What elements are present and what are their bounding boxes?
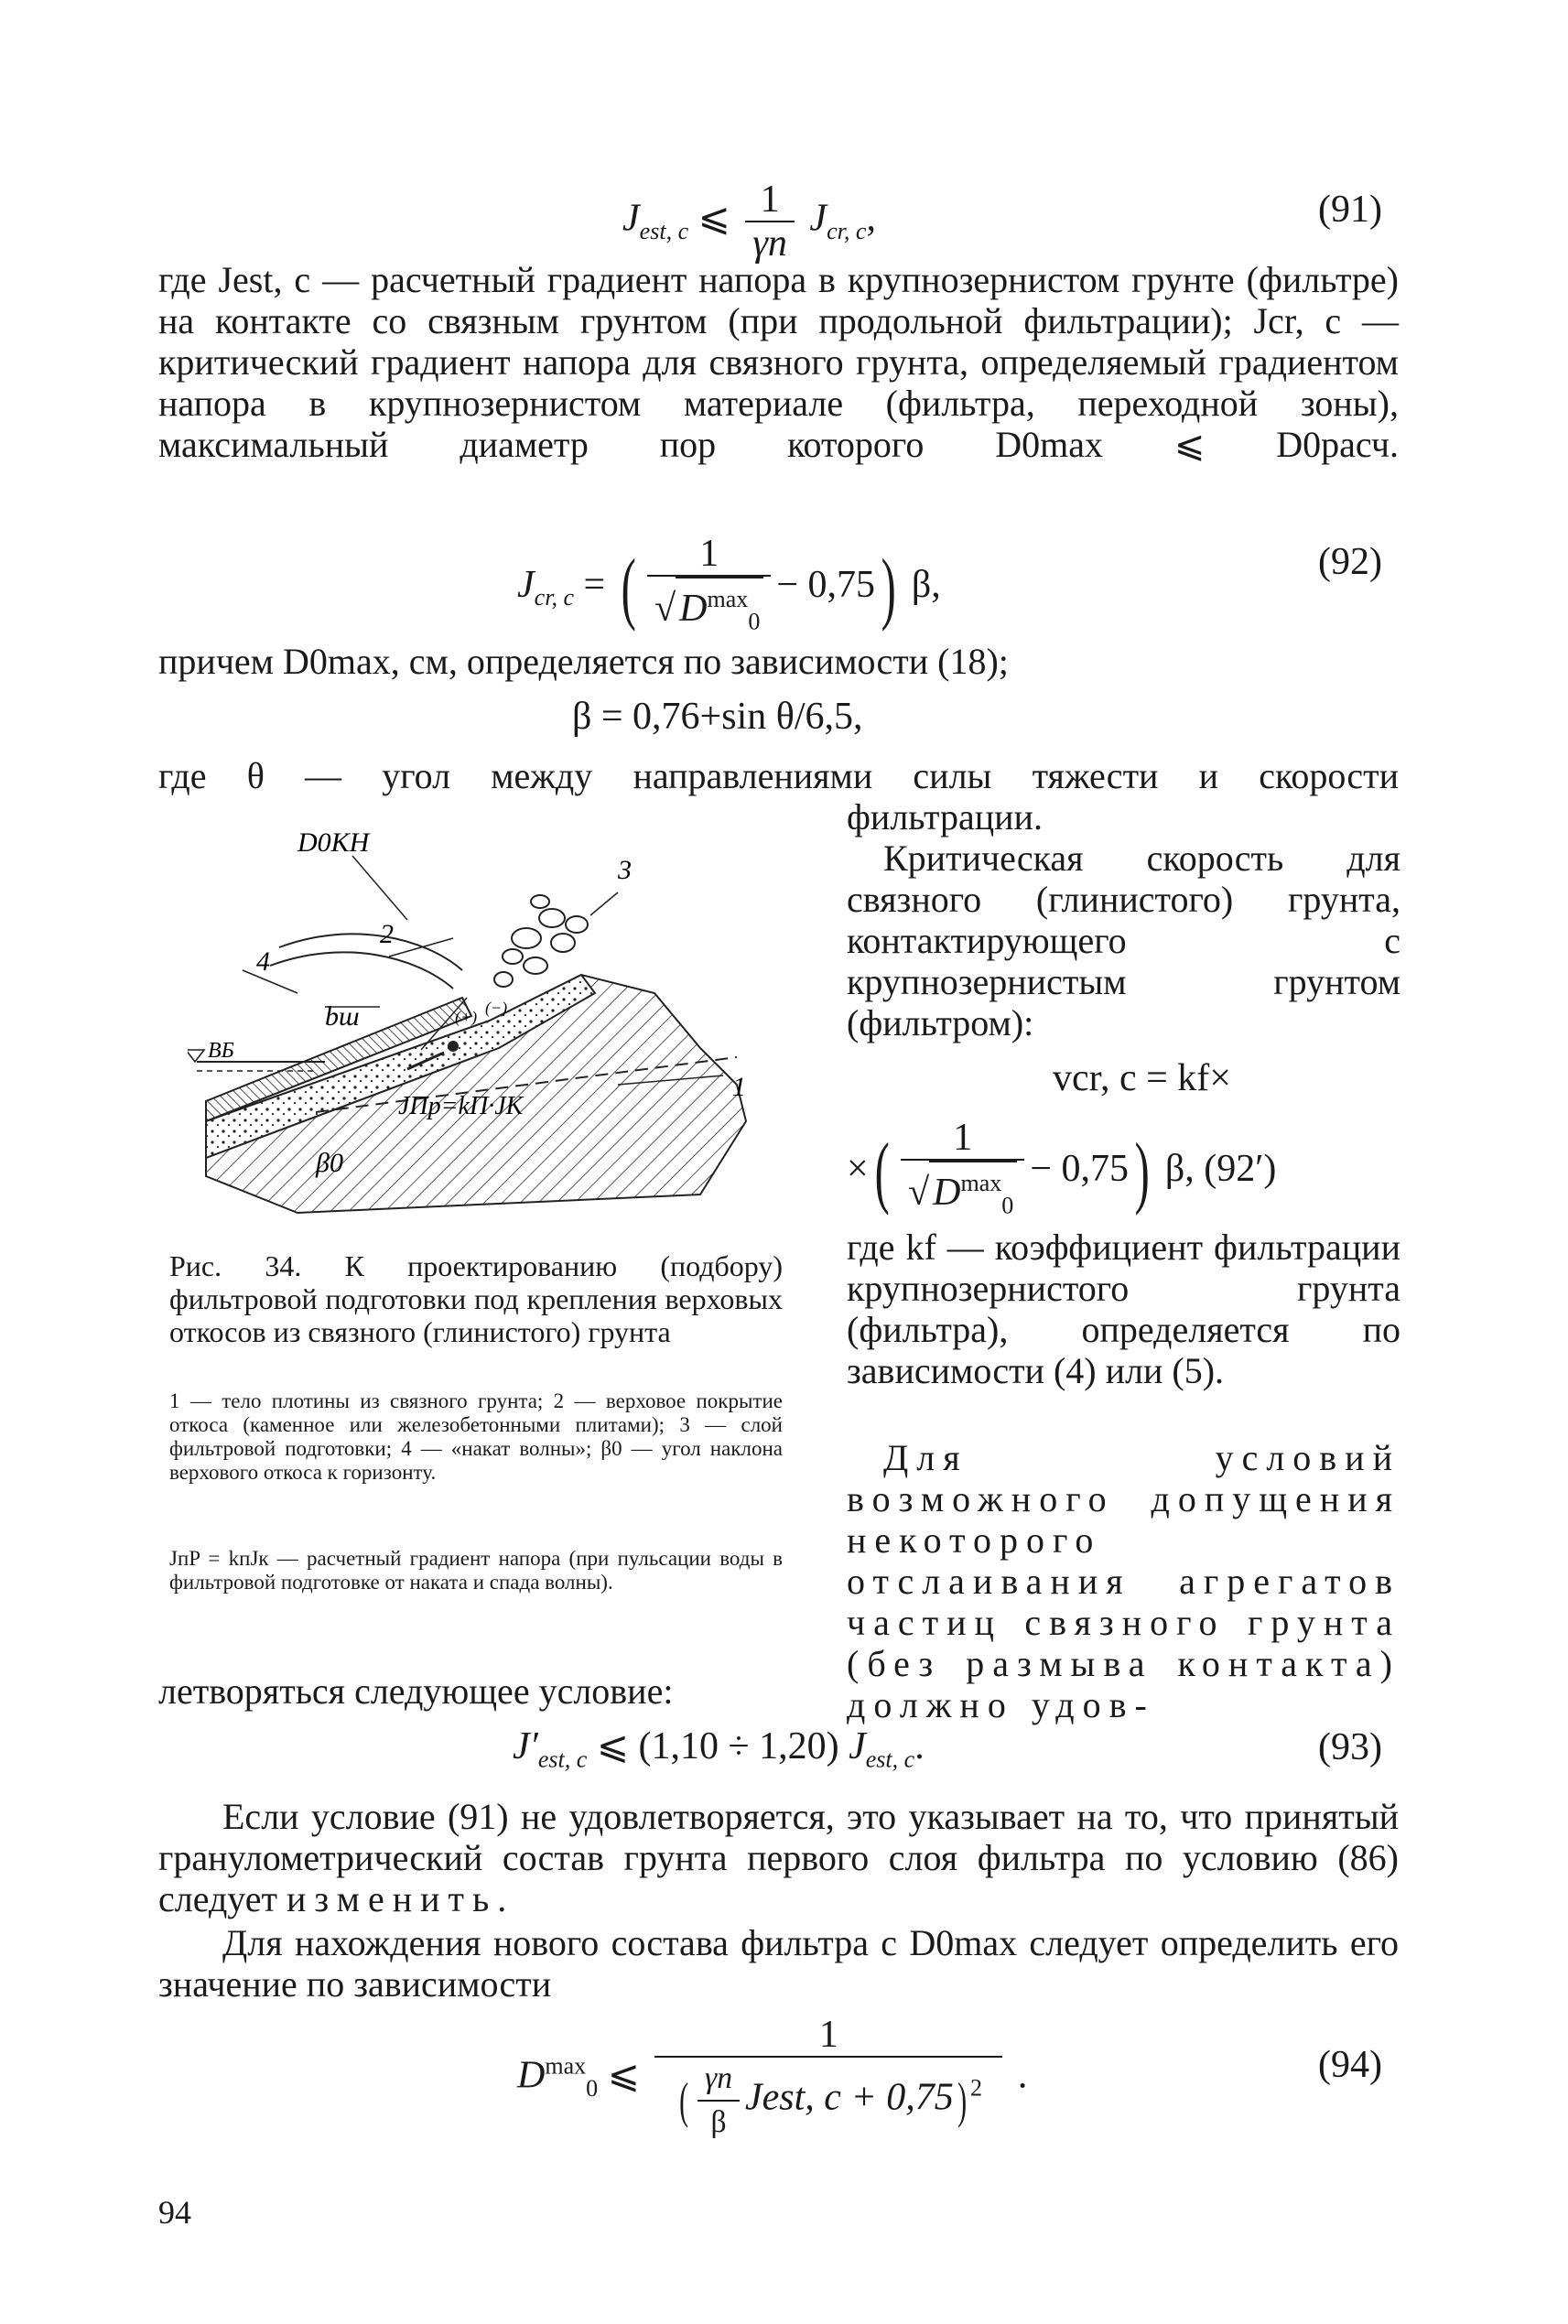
paragraph-d0max-note: причем D0max, см, определяется по зависимости (18); [158, 641, 1009, 682]
equation-number-93: (93) [1318, 1726, 1382, 1768]
label-minus: (−) [485, 999, 508, 1017]
label-bsh: bш [325, 1001, 360, 1032]
paragraph-theta: где θ — угол между направлениями силы тяжести и скорости [158, 755, 1399, 796]
equation-vcr: vcr, c = kf× [1053, 1057, 1231, 1099]
label-d0kn: D0КН [297, 827, 370, 858]
paragraph-condition-intro: летворяться следующее условие: [158, 1670, 674, 1712]
right-col-conditions: Для условий возможного допущения некоторого отслаивания агрегатов частиц связного грунта (без размыва контакта) должно удов- [847, 1437, 1400, 1725]
equation-92: $J_{cr, c}$ = ( $\frac{1}{√D^{max}_0}$ − 0,75) β, [517, 533, 941, 643]
label-2: 2 [380, 919, 394, 949]
label-jp: JПp=kП·JК [398, 1092, 524, 1120]
label-1: 1 [732, 1072, 746, 1102]
label-beta0: β0 [316, 1148, 343, 1178]
equation-91: $J_{est, c}$ ⩽ $\frac{1}{\gamma n}$ $J_{cr, c}$, [622, 178, 876, 265]
wave-curve [279, 934, 462, 970]
paragraph-new-composition: Для нахождения нового состава фильтра с D0max следует определить его значение по зависимости [158, 1922, 1399, 2005]
right-col-critical-velocity: Критическая скорость для связного (глинистого) грунта, контактирующего с крупнозернистым грунтом (фильтром): [847, 838, 1400, 1043]
paragraph-definitions: где Jest, c — расчетный градиент напора в крупнозернистом грунте (фильтре) на контакте со связным грунтом (при продольной фильтрации); Jcr, c — критический градиент напора для связного грунта, определяемый градиентом напора в крупнозернистом материале (фильтра, переходной зоны), максимальный диаметр пор которого D0max ⩽ D0расч. [158, 259, 1399, 465]
equation-number-94: (94) [1318, 2044, 1382, 2086]
label-plus: (+) [455, 1008, 478, 1026]
right-col-kf-definition: где kf — коэффициент фильтрации крупнозернистого грунта (фильтра), определяется по зависимости (4) или (5). [847, 1227, 1400, 1391]
equation-94: $D^{max}_0$ ⩽ 1 ( $\frac{\gamma n}{\beta}$ Jest, c + 0,75) $^2$ . [517, 2014, 1027, 2144]
equation-number-91: (91) [1318, 189, 1382, 231]
figure-legend-1: 1 — тело плотины из связного грунта; 2 — верховое покрытие откоса (каменное или железобетонными плитами); 3 — слой фильтровой подготовки; 4 — «накат волны»; β0 — угол наклона верхового откоса к горизонту. [169, 1389, 783, 1484]
figure-legend-2: JпP = kпJк — расчетный градиент напора (при пульсации воды в фильтровой подготовке от наката и спада волны). [169, 1547, 783, 1594]
right-col-filtration: фильтрации. [847, 796, 1043, 838]
figure-caption: Рис. 34. К проектированию (подбору) фильтровой подготовки под крепления верховых откосов из связного (глинистого) грунта [169, 1249, 783, 1348]
riprap-stones [494, 895, 588, 987]
equation-92-prime: ×( $\frac{1}{√D^{max}_0}$ − 0,75) β, (92′) [847, 1117, 1276, 1227]
figure-slope-filter-diagram [188, 810, 796, 1240]
label-3: 3 [618, 855, 632, 885]
equation-beta: β = 0,76+sin θ/6,5, [572, 696, 863, 738]
page-number: 94 [158, 2194, 191, 2231]
paragraph-condition-91: Если условие (91) не удовлетворяется, это указывает на то, что принятый гранулометрический состав грунта первого слоя фильтра по условию (86) следует изменить. [158, 1796, 1399, 1919]
label-vb: ВБ [208, 1039, 234, 1063]
equation-93: $J'_{est, c}$ ⩽ (1,10 ÷ 1,20) $J_{est, c}$. [513, 1725, 925, 1773]
equation-number-92: (92) [1318, 541, 1382, 583]
label-4: 4 [256, 946, 270, 977]
